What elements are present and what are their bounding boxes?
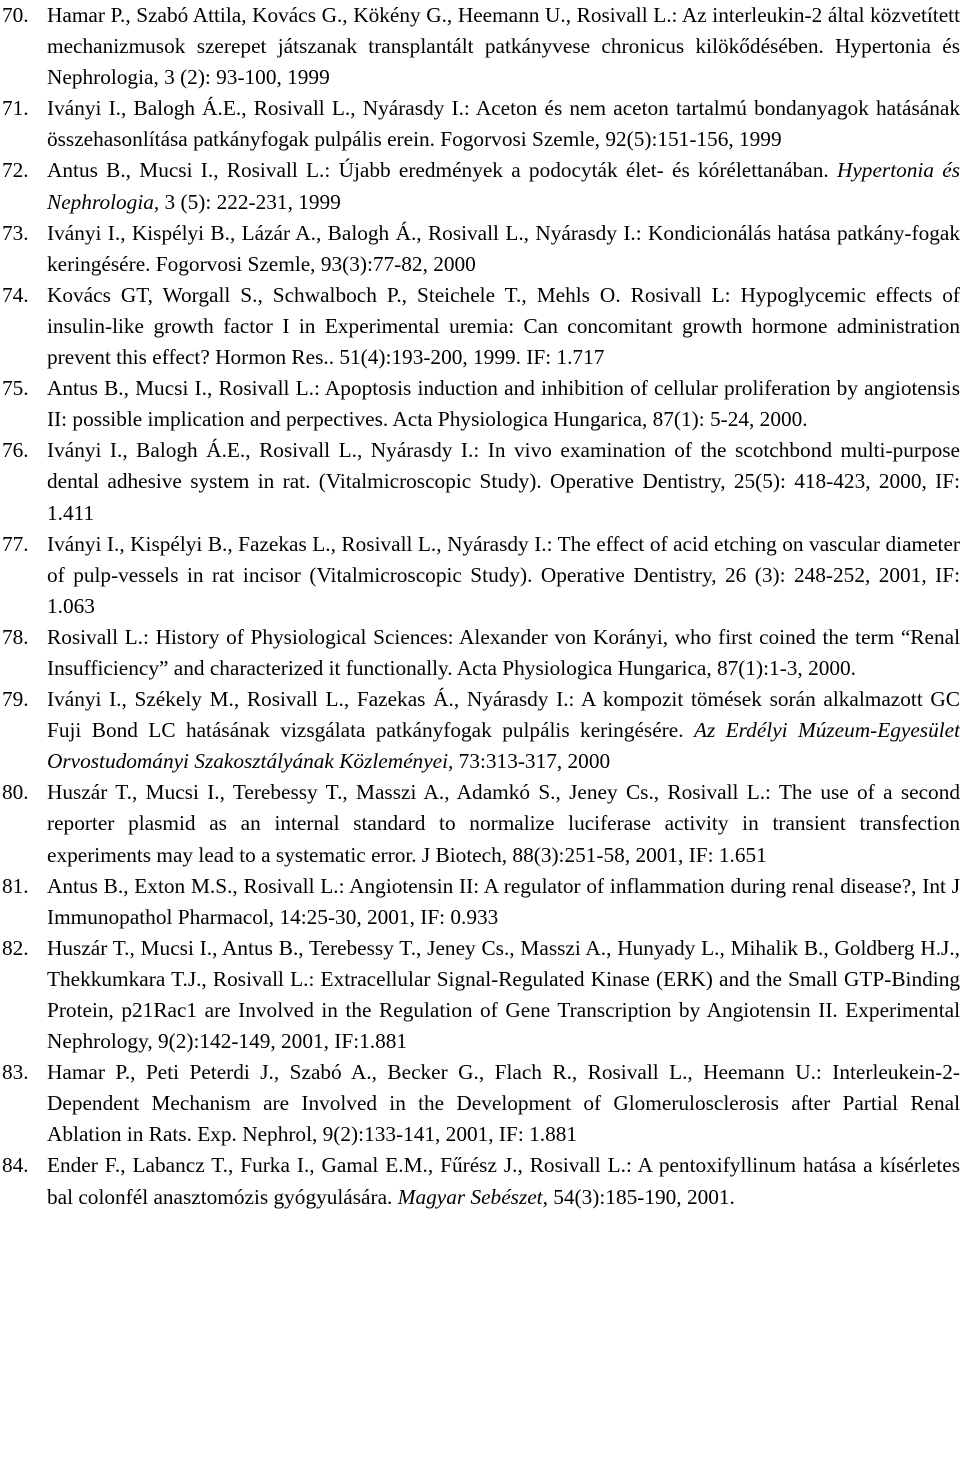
reference-text: Hamar P., Szabó Attila, Kovács G., Kökény G., Heemann U., Rosivall L.: Az interleukin-2 által közvetített mechanizmusok szerepet játszanak transplantált patkányvese chronicus kilökődésében. Hypertonia és Nephrologia, 3 (2): 93-100, 1999 [47,3,960,90]
reference-item [0,777,960,870]
reference-item [0,529,960,622]
reference-text: Huszár T., Mucsi I., Antus B., Terebessy T., Jeney Cs., Masszi A., Hunyady L., Mihalik B., Goldberg H.J., Thekkumkara T.J., Rosivall L.: Extracellular Signal-Regulated Kinase (ERK) and the Small GTP-Binding Protein, p21Rac1 are Involved in the Regulation of Gene Transcription by Angiotensin II. Experimental Nephrology, 9(2):142-149, 2001, IF:1.881 [47,935,960,1054]
reference-number: 74. [2,282,29,307]
reference-text: 73:313-317, 2000 [453,749,611,774]
reference-text: Iványi I., Balogh Á.E., Rosivall L., Nyárasdy I.: In vivo examination of the scotchbond multi-purpose dental adhesive system in rat. (Vitalmicroscopic Study). Operative Dentistry, 25(5): 418-423, 2000, IF: 1.411 [47,438,960,525]
reference-number: 82. [2,935,29,960]
reference-number: 77. [2,531,29,556]
reference-text: Iványi I., Kispélyi B., Fazekas L., Rosivall L., Nyárasdy I.: The effect of acid etching on vascular diameter of pulp-vessels in rat incisor (Vitalmicroscopic Study). Operative Dentistry, 26 (3): 248-252, 2001, IF: 1.063 [47,531,960,618]
reference-number: 78. [2,624,29,649]
reference-text: 3 (5): 222-231, 1999 [159,189,341,214]
reference-number: 81. [2,873,29,898]
journal-title: Az Erdélyi Múzeum-Egyesület Orvostudományi Szakosztályának Közleményei, [47,718,960,774]
reference-number: 75. [2,376,29,401]
reference-text: Iványi I., Balogh Á.E., Rosivall L., Nyárasdy I.: Aceton és nem aceton tartalmú bondanyagok hatásának összehasonlítása patkányfogak pulpális erein. Fogorvosi Szemle, 92(5):151-156, 1999 [47,96,960,152]
reference-item [0,933,960,1057]
reference-text: Rosivall L.: History of Physiological Sciences: Alexander von Korányi, who first coined the term “Renal Insufficiency” and characterized it functionally. Acta Physiologica Hungarica, 87(1):1-3, 2000. [47,624,960,680]
reference-text: Antus B., Mucsi I., Rosivall L.: Apoptosis induction and inhibition of cellular proliferation by angiotensis II: possible implication and perpectives. Acta Physiologica Hungarica, 87(1): 5-24, 2000. [47,376,960,432]
reference-text: Iványi I., Kispélyi B., Lázár A., Balogh Á., Rosivall L., Nyárasdy I.: Kondicionálás hatása patkány-fogak keringésére. Fogorvosi Szemle, 93(3):77-82, 2000 [47,220,960,276]
reference-item [0,1150,960,1212]
reference-number: 83. [2,1060,29,1085]
reference-text: Antus B., Mucsi I., Rosivall L.: Újabb eredmények a podocyták élet- és kórélettanában. [47,158,837,183]
reference-text: Iványi I., Székely M., Rosivall L., Fazekas Á., Nyárasdy I.: A kompozit tömések során alkalmazott GC Fuji Bond LC hatásának vizsgálata patkányfogak pulpális keringésére. [47,687,960,743]
reference-item [0,155,960,217]
reference-number: 73. [2,220,29,245]
reference-number: 71. [2,96,29,121]
reference-number: 79. [2,687,29,712]
reference-item [0,93,960,155]
journal-title: Hypertonia és Nephrologia, [47,158,960,214]
reference-number: 72. [2,158,29,183]
reference-item [0,871,960,933]
reference-item [0,622,960,684]
reference-text: Huszár T., Mucsi I., Terebessy T., Masszi A., Adamkó S., Jeney Cs., Rosivall L.: The use of a second reporter plasmid as an internal standard to normalize luciferase activity in transient transfection experiments may lead to a systematic error. J Biotech, 88(3):251-58, 2001, IF: 1.651 [47,780,960,867]
reference-text: 54(3):185-190, 2001. [547,1184,735,1209]
reference-text: Antus B., Exton M.S., Rosivall L.: Angiotensin II: A regulator of inflammation during renal disease?, Int J Immunopathol Pharmacol, 14:25-30, 2001, IF: 0.933 [47,873,960,929]
reference-text: Kovács GT, Worgall S., Schwalboch P., Steichele T., Mehls O. Rosivall L: Hypoglycemic effects of insulin-like growth factor I in Experimental uremia: Can concomitant growth hormone administration prevent this effect? Hormon Res.. 51(4):193-200, 1999. IF: 1.717 [47,282,960,370]
reference-item [0,435,960,528]
reference-item [0,684,960,777]
reference-item [0,218,960,280]
reference-item [0,373,960,435]
reference-item [0,280,960,373]
reference-number: 76. [2,438,29,463]
reference-number: 70. [2,3,29,27]
reference-number: 80. [2,780,29,805]
reference-item [0,0,960,93]
reference-text: Ender F., Labancz T., Furka I., Gamal E.M., Fűrész J., Rosivall L.: A pentoxifyllinum hatása a kísérletes bal colonfél anasztomózis gyógyulására. [47,1153,960,1209]
reference-text: Hamar P., Peti Peterdi J., Szabó A., Becker G., Flach R., Rosivall L., Heemann U.: Interleukein-2-Dependent Mechanism are Involved in the Development of Glomerulosclerosis after Partial Renal Ablation in Rats. Exp. Nephrol, 9(2):133-141, 2001, IF: 1.881 [47,1060,960,1147]
reference-item [0,1057,960,1150]
journal-title: Magyar Sebészet, [397,1184,548,1209]
reference-number: 84. [2,1153,29,1178]
